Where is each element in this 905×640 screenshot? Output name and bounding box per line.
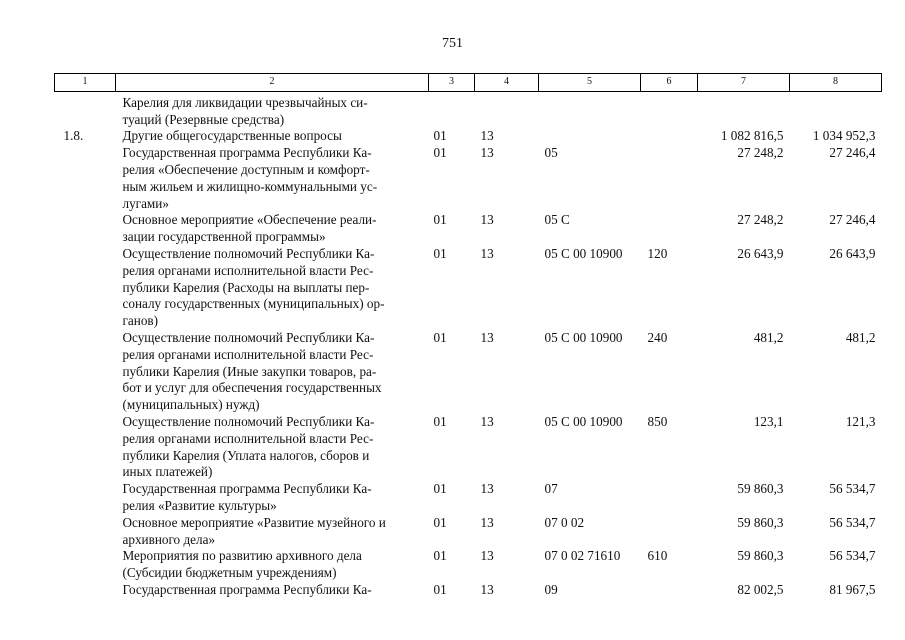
expense-name: Осуществление полномочий Республики Ка- релия органами исполнительной власти Рес- публики Карелия (Расходы на выплаты пер- соналу государственных (муниципальных) ор- ганов): [122, 245, 385, 329]
target-article-code: 05 С: [544, 212, 570, 228]
amount-executed: 56 534,7: [829, 514, 876, 530]
header-col-5: 5: [539, 74, 641, 92]
row-number: [55, 212, 116, 246]
expense-type-code: 850: [647, 413, 668, 429]
expense-name: Осуществление полномочий Республики Ка- релия органами исполнительной власти Рес- публики Карелия (Иные закупки товаров, ра- бот и услуг для обеспечения государственных (муниципальных) нужд): [122, 329, 382, 413]
table-row: [55, 414, 882, 481]
row-number: 1.8.: [63, 128, 84, 144]
row-number: [55, 414, 116, 481]
expense-type-code: [641, 212, 698, 246]
section-code: 01: [433, 514, 447, 530]
expense-type-code: [641, 582, 698, 599]
expense-type-code: 120: [647, 245, 668, 261]
table-row: [55, 582, 882, 599]
header-col-8: 8: [790, 74, 882, 92]
table-row: [55, 128, 882, 145]
amount-executed: [790, 91, 882, 128]
subsection-code: 13: [480, 128, 494, 144]
header-col-7: 7: [698, 74, 790, 92]
expense-name: Другие общегосударственные вопросы: [122, 128, 342, 144]
expense-name: Карелия для ликвидации чрезвычайных си- туаций (Резервные средства): [122, 94, 368, 127]
row-number: [55, 548, 116, 582]
header-col-1: 1: [55, 74, 116, 92]
row-number: [55, 145, 116, 212]
expense-name: Основное мероприятие «Обеспечение реали- зации государственной программы»: [122, 212, 377, 245]
table-row: [55, 330, 882, 414]
amount-executed: 26 643,9: [829, 245, 876, 261]
amount-approved: 481,2: [753, 329, 784, 345]
table-row: [55, 481, 882, 515]
table-body: [55, 91, 882, 598]
row-number: [55, 91, 116, 128]
section-code: 01: [433, 413, 447, 429]
amount-approved: 27 248,2: [737, 212, 784, 228]
table-row: [55, 145, 882, 212]
amount-approved: 59 860,3: [737, 548, 784, 564]
row-number: [55, 515, 116, 549]
target-article-code: [539, 91, 641, 128]
target-article-code: 05: [544, 145, 558, 161]
row-number: [55, 582, 116, 599]
amount-executed: 56 534,7: [829, 548, 876, 564]
expense-type-code: [641, 515, 698, 549]
page-number: 751: [442, 36, 463, 51]
target-article-code: 09: [544, 581, 558, 597]
header-col-6: 6: [641, 74, 698, 92]
amount-approved: 82 002,5: [737, 581, 784, 597]
section-code: 01: [433, 581, 447, 597]
target-article-code: 05 С 00 10900: [544, 329, 623, 345]
amount-approved: 1 082 816,5: [720, 128, 784, 144]
amount-approved: [698, 91, 790, 128]
amount-executed: 27 246,4: [829, 212, 876, 228]
section-code: 01: [433, 548, 447, 564]
section-code: 01: [433, 128, 447, 144]
section-code: 01: [433, 329, 447, 345]
section-code: 01: [433, 245, 447, 261]
subsection-code: [475, 91, 539, 128]
table-row: [55, 548, 882, 582]
header-col-2: 2: [116, 74, 429, 92]
amount-executed: 27 246,4: [829, 145, 876, 161]
section-code: [429, 91, 475, 128]
target-article-code: [539, 128, 641, 145]
table-row: [55, 91, 882, 128]
amount-executed: 481,2: [845, 329, 876, 345]
table-header: [55, 74, 882, 92]
row-number: [55, 481, 116, 515]
subsection-code: 13: [480, 329, 494, 345]
table-row: [55, 212, 882, 246]
header-col-4: 4: [475, 74, 539, 92]
budget-table: [54, 73, 882, 599]
amount-executed: 56 534,7: [829, 481, 876, 497]
amount-approved: 27 248,2: [737, 145, 784, 161]
expense-name: Основное мероприятие «Развитие музейного и архивного дела»: [122, 514, 386, 547]
subsection-code: 13: [480, 581, 494, 597]
expense-name: Осуществление полномочий Республики Ка- релия органами исполнительной власти Рес- публики Карелия (Уплата налогов, сборов и иных платежей): [122, 413, 375, 480]
amount-approved: 59 860,3: [737, 481, 784, 497]
subsection-code: 13: [480, 145, 494, 161]
section-code: 01: [433, 481, 447, 497]
header-row: [55, 74, 882, 92]
expense-name: Мероприятия по развитию архивного дела (Субсидии бюджетным учреждениям): [122, 548, 362, 581]
expense-type-code: [641, 481, 698, 515]
expense-name: Государственная программа Республики Ка- релия «Обеспечение доступным и комфорт- ным жильем и жилищно-коммунальными ус- лугами»: [122, 145, 378, 211]
row-number: [55, 330, 116, 414]
amount-approved: 26 643,9: [737, 245, 784, 261]
target-article-code: 05 С 00 10900: [544, 413, 623, 429]
header-col-3: 3: [429, 74, 475, 92]
expense-name: Государственная программа Республики Ка- релия «Развитие культуры»: [122, 481, 372, 513]
expense-type-code: 240: [647, 329, 668, 345]
expense-type-code: [641, 91, 698, 128]
expense-name: Государственная программа Республики Ка-: [122, 581, 372, 597]
target-article-code: 07: [544, 481, 558, 497]
subsection-code: 13: [480, 212, 494, 228]
row-number: [55, 246, 116, 330]
subsection-code: 13: [480, 245, 494, 261]
subsection-code: 13: [480, 548, 494, 564]
amount-executed: 1 034 952,3: [812, 128, 876, 144]
amount-approved: 123,1: [753, 413, 784, 429]
expense-type-code: [641, 145, 698, 212]
subsection-code: 13: [480, 413, 494, 429]
amount-executed: 121,3: [845, 413, 876, 429]
subsection-code: 13: [480, 481, 494, 497]
target-article-code: 07 0 02: [544, 514, 585, 530]
amount-executed: 81 967,5: [829, 581, 876, 597]
table-row: [55, 246, 882, 330]
expense-type-code: 610: [647, 548, 668, 564]
target-article-code: 07 0 02 71610: [544, 548, 621, 564]
table-row: [55, 515, 882, 549]
expense-type-code: [641, 128, 698, 145]
section-code: 01: [433, 212, 447, 228]
target-article-code: 05 С 00 10900: [544, 245, 623, 261]
section-code: 01: [433, 145, 447, 161]
subsection-code: 13: [480, 514, 494, 530]
amount-approved: 59 860,3: [737, 514, 784, 530]
